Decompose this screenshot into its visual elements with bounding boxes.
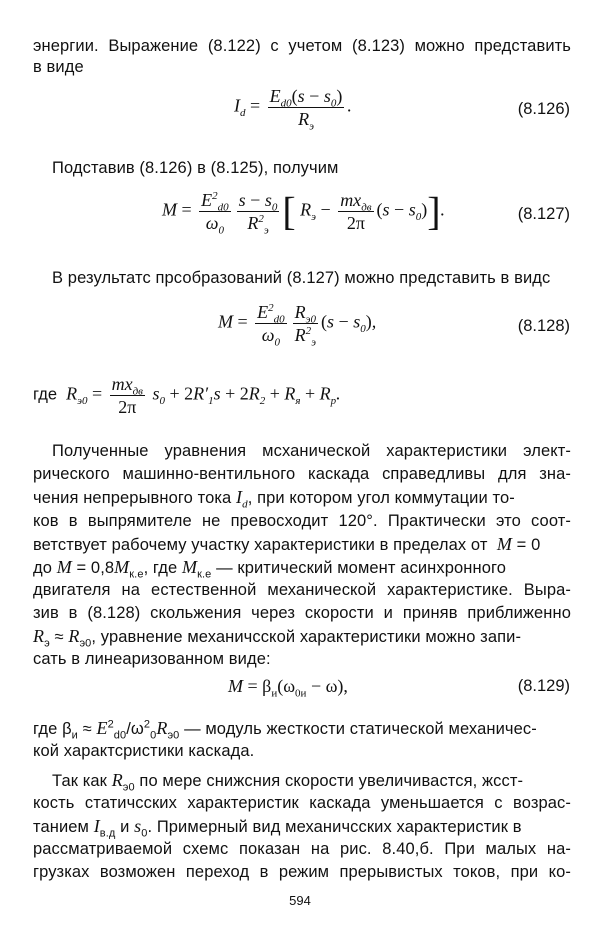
equation-8-128: M = $\frac{E^2_{d0}}{\omega_0}$ $\frac{R_{э0}}{R^2_э}$ $(s - s_0)$,: [218, 302, 377, 349]
text-line: $R_э \approx R_{э0}$, уравнение механичсской характеристики можно запи-: [33, 626, 522, 650]
equation-number: (8.129): [517, 677, 570, 695]
text-line: до $M = 0,8M_{к.е}$, где $M_{к.е}$ — критический момент асинхронного: [33, 557, 507, 581]
equation-r-e0: где $R_{э0}$ = $\frac{mx_{дв}}{2\pi}$ $s_0 + 2R'_1s + 2R_2 + R_я + R_р$.: [33, 374, 341, 417]
text-line: грузках возможен переход в режим прерывистых токов, при ко-: [33, 863, 571, 881]
text-line: Полученные уравнения мсханической характеристики элект-: [52, 442, 571, 460]
text-line: Подставив (8.126) в (8.125), получим: [52, 159, 339, 177]
equation-number: (8.127): [517, 205, 570, 223]
equation-8-129: $M = \beta_и(\omega_{0и} - \omega)$,: [228, 676, 348, 700]
text-line: двигателя на естественной механической характеристике. Выра-: [33, 581, 571, 599]
text-line: сать в линеаризованном виде:: [33, 650, 271, 668]
text-line: где $\beta_и \approx E^2_{d0}/\omega^2_0R_{э0}$ — модуль жесткости статической механичес-: [33, 718, 537, 742]
equation-8-127: M = $\frac{E^2_{d0}}{\omega_0}$ $\frac{s - s_0}{R^2_э}$ [ $R_э$ − $\frac{mx_{дв}}{2\pi}$ $(s - s_0)$].: [162, 188, 446, 237]
text-line: энергии. Выражение (8.122) с учетом (8.123) можно представить: [33, 37, 571, 55]
equation-8-126: $I_d$ = $\frac{E_{d0}(s - s_0)}{R_э}$ .: [234, 86, 352, 133]
text-line: кой характсристики каскада.: [33, 742, 255, 760]
text-line: В результатс прсобразований (8.127) можно представить в видс: [52, 269, 551, 287]
text-line: ветствует рабочему участку характеристики в пределах от M = 0: [33, 534, 541, 554]
page-number: 594: [289, 893, 311, 908]
text-line: кость статичсских характеристик каскада уменьшается с возрас-: [33, 794, 571, 812]
equation-number: (8.128): [517, 317, 570, 335]
equation-number: (8.126): [517, 100, 570, 118]
text-line: танием $I_{в.д}$ и $s_0$. Примерный вид механичсских характеристик в: [33, 816, 522, 840]
text-line: чения непрерывного тока $I_d$, при котором угол коммутации то-: [33, 487, 515, 511]
text-line: рического машинно-вентильного каскада справедливы для зна-: [33, 465, 571, 483]
text-line: зив в (8.128) скольжения через скорости и приняв приближенно: [33, 604, 571, 622]
text-line: Так как $R_{э0}$ по мере снижсния скорости увеличивастся, жсст-: [52, 770, 524, 794]
text-line: ков в выпрямителе не превосходит 120°. Практически это соот-: [33, 512, 571, 530]
text-line: в виде: [33, 58, 84, 76]
text-line: рассматриваемой схемс показан на рис. 8.40,б. При малых на-: [33, 840, 571, 858]
